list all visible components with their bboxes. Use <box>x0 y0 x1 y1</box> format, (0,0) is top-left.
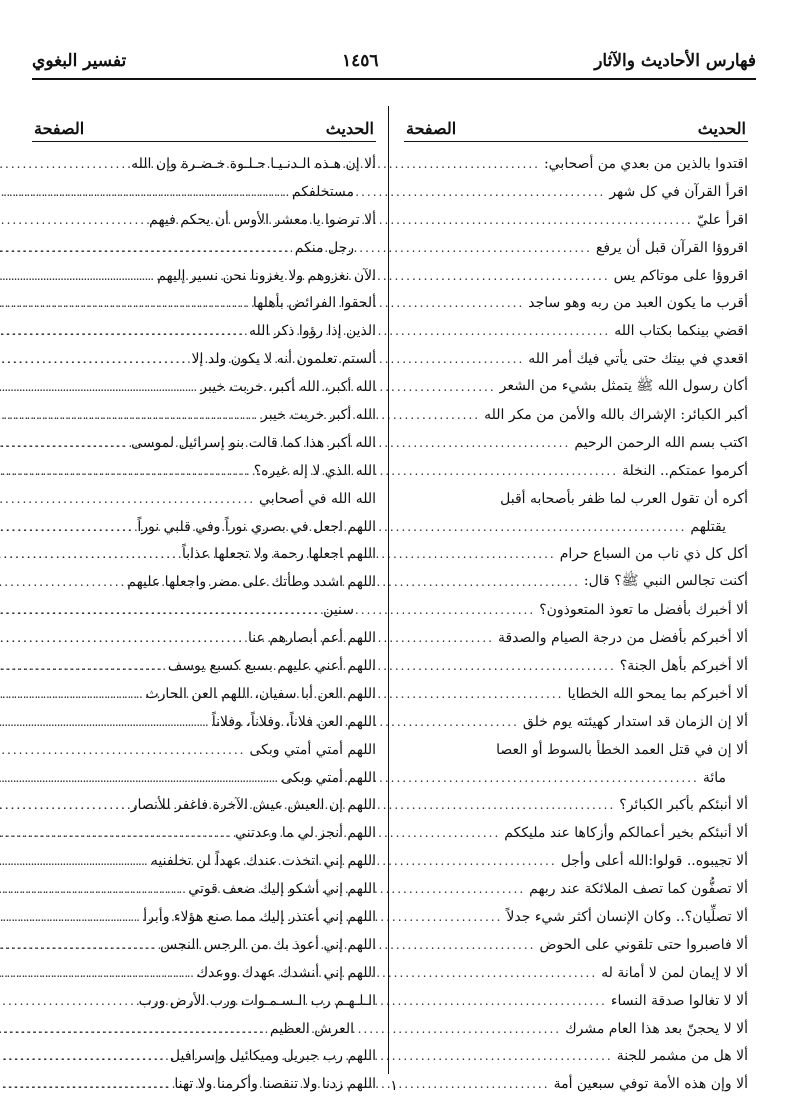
index-entry <box>32 596 376 624</box>
hadith-list <box>404 150 748 1098</box>
hadith-text: ألا أخبرك بأفضل ما تعوذ المتعوذون؟ <box>539 602 748 619</box>
index-entry <box>32 847 376 875</box>
index-entry <box>32 652 376 680</box>
hadith-text: ألا فاصبروا حتى تلقوني على الحوض <box>539 936 748 953</box>
index-entry <box>404 513 748 541</box>
index-entry <box>404 289 748 317</box>
hadith-text: ألا إن هـذه الـدنـيـا حـلـوة خـضـرة وإن الله <box>131 155 376 172</box>
index-entry <box>32 931 376 959</box>
index-entry <box>32 736 376 764</box>
index-entry <box>404 764 748 792</box>
dot-leader <box>0 715 208 729</box>
index-entry <box>32 708 376 736</box>
index-entry <box>404 262 748 290</box>
hadith-text: اللهم إني أشكو إليك ضعف قوتي <box>188 881 376 898</box>
dot-leader <box>0 436 127 450</box>
dot-leader <box>0 631 244 645</box>
hadith-text: اللهم إني أنشدك عهدك ووعدك <box>196 964 376 981</box>
hadith-text: ألا إن في قتل العمد الخطأ بالسوط أو العصا <box>496 741 748 758</box>
hadith-text: ألا لا إيمان لمن لا أمانة له <box>601 964 748 981</box>
index-entry <box>404 345 748 373</box>
hadith-text: اللهم إني اتخذت عندك عهداً لن تخلفنيه <box>150 853 376 870</box>
index-entry <box>32 457 376 485</box>
hadith-text: أكره أن تقول العرب لما ظفر بأصحابه أقبل <box>500 490 748 507</box>
hadith-text: ألا تصفُّون كما تصف الملائكة عند ربهم <box>529 881 748 898</box>
dot-leader <box>0 966 193 980</box>
index-entry <box>404 596 748 624</box>
hadith-text: مائة <box>702 769 726 786</box>
index-entry <box>404 931 748 959</box>
index-entry <box>32 540 376 568</box>
hadith-text: الله الله في أصحابي <box>259 490 376 507</box>
hadith-text: الله أكبر خربت خيبر <box>260 406 376 423</box>
index-entry <box>32 987 376 1015</box>
index-entry <box>32 317 376 345</box>
hadith-column-heading: الحديث <box>697 119 746 138</box>
index-entry <box>404 959 748 987</box>
hadith-text: الله أكبر هذا كما قالت بنو إسرائيل لموسى <box>131 434 376 451</box>
index-entry <box>32 401 376 429</box>
hadith-text: اللهم أمتي وبكى <box>281 769 376 786</box>
column-header <box>32 112 376 142</box>
index-entry <box>404 875 748 903</box>
hadith-text: اللهم إن العيش عيش الآخرة فاغفر للأنصار <box>130 797 376 814</box>
dot-leader <box>0 352 188 366</box>
hadith-text: أكرموا عمتكم.. النخلة <box>622 462 748 479</box>
hadith-text: ألا إن الزمان قد استدار كهيئته يوم خلق <box>522 713 748 730</box>
dot-leader <box>0 296 249 310</box>
hadith-text: اللهم إني أعتذر إليك مما صنع هؤلاء وأبرأ <box>143 908 376 925</box>
index-entry <box>404 680 748 708</box>
index-entry <box>404 178 748 206</box>
dot-leader <box>0 464 250 478</box>
dot-leader <box>0 1049 166 1063</box>
index-entry <box>404 736 748 764</box>
dot-leader <box>0 798 127 812</box>
hadith-text: ألا تصلِّيان؟.. وكان الإنسان أكثر شيء جدلاً <box>506 908 748 925</box>
dot-leader <box>0 603 319 617</box>
hadith-text: أكبر الكبائر: الإشراك بالله والأمن من مكر الله <box>484 406 748 423</box>
footer-mark: ١ <box>390 1078 398 1094</box>
index-entry <box>404 1043 748 1071</box>
hadith-text: أكنت تجالس النبي ﷺ؟ قال: <box>583 573 748 590</box>
page-column-heading: الصفحة <box>406 119 457 138</box>
dot-leader <box>0 185 288 199</box>
dot-leader <box>0 492 255 506</box>
index-entry <box>32 624 376 652</box>
index-entry <box>32 875 376 903</box>
dot-leader <box>0 408 257 422</box>
hadith-text: اللهم إني أعوذ بك من الرجس النجس <box>160 936 376 953</box>
index-entry <box>404 317 748 345</box>
hadith-text: اللهم العن أبا سفيان، اللهم العن الحارث <box>145 685 376 702</box>
dot-leader <box>0 743 245 757</box>
hadith-text: العرش العظيم <box>269 1020 354 1037</box>
index-entry <box>404 206 748 234</box>
index-entry <box>32 791 376 819</box>
dot-leader <box>0 324 245 338</box>
index-entry <box>32 206 376 234</box>
index-column-right <box>404 112 748 1098</box>
header-book-title: تفسير البغوي <box>32 51 127 71</box>
index-entry <box>32 373 376 401</box>
dot-leader <box>0 380 196 394</box>
hadith-text: يقتلهم <box>690 518 726 535</box>
hadith-text: اللهم أعم أبصارهم عنا <box>248 630 376 647</box>
dot-leader <box>0 269 153 283</box>
hadith-text: ألا لا يحجنّ بعد هذا العام مشرك <box>565 1020 748 1037</box>
hadith-column-heading: الحديث <box>325 119 374 138</box>
hadith-text: اللهم العن فلاناً، وفلاناً، وفلاناً <box>211 713 376 730</box>
hadith-text: الذين إذا رؤوا ذكر الله <box>249 323 376 340</box>
index-column-left <box>32 112 376 1098</box>
dot-leader <box>0 547 178 561</box>
page-header <box>32 44 756 80</box>
hadith-text: اللهم اشدد وطأتك على مضر واجعلها عليهم <box>127 574 376 591</box>
column-header <box>404 112 748 142</box>
hadith-text: ألا لا تغالوا صدقة النساء <box>610 992 748 1009</box>
header-section-title: فهارس الأحاديث والآثار <box>594 51 756 71</box>
hadith-text: ألا ترضوا يا معشر الأوس أن يحكم فيهم <box>149 211 376 228</box>
hadith-text: ألا هل من مشمر للجنة <box>616 1048 748 1065</box>
index-entry <box>32 262 376 290</box>
index-entry <box>404 847 748 875</box>
index-entry <box>404 624 748 652</box>
hadith-text: ألا أنبئكم بأكبر الكبائر؟ <box>619 797 748 814</box>
index-entry <box>32 178 376 206</box>
index-entry <box>404 540 748 568</box>
hadith-text: اقرأ القرآن في كل شهر <box>609 183 748 200</box>
hadith-text: اللهم اجعلها رحمة ولا تجعلها عذاباً <box>181 546 376 563</box>
hadith-text: ألحقوا الفرائض بأهلها <box>252 295 376 312</box>
index-entry <box>404 234 748 262</box>
index-entry <box>32 764 376 792</box>
page-column-heading: الصفحة <box>34 119 85 138</box>
hadith-text: ألا أخبركم بأهل الجنة؟ <box>619 657 748 674</box>
hadith-text: أكل كل ذي ناب من السباع حرام <box>559 546 748 563</box>
hadith-text: اقروؤا على موتاكم يس <box>613 267 748 284</box>
dot-leader <box>0 659 164 673</box>
hadith-text: سنين <box>323 602 354 619</box>
dot-leader <box>0 687 141 701</box>
index-entry <box>404 791 748 819</box>
index-entry <box>404 373 748 401</box>
index-entry <box>32 485 376 513</box>
index-entry <box>32 429 376 457</box>
hadith-text: اقروؤا القرآن قبل أن يرفع <box>595 239 748 256</box>
hadith-text: اقعدي في بيتك حتى يأتي فيك أمر الله <box>528 351 748 368</box>
index-entry <box>404 1015 748 1043</box>
index-entry <box>404 903 748 931</box>
hadith-text: ألا أخبركم بأفضل من درجة الصيام والصدقة <box>497 630 748 647</box>
hadith-text: أقرب ما يكون العبد من ربه وهو ساجد <box>528 295 748 312</box>
dot-leader <box>0 241 291 255</box>
header-page-number: ١٤٥٦ <box>341 51 379 71</box>
index-entry <box>32 568 376 596</box>
hadith-text: ألا أخبركم بما يمحو الله الخطايا <box>567 685 748 702</box>
index-entry <box>404 819 748 847</box>
hadith-text: الله أكبر، الله أكبر، خربت خيبر <box>200 379 376 396</box>
index-entry <box>32 1043 376 1071</box>
index-entry <box>404 652 748 680</box>
index-entry <box>404 708 748 736</box>
index-entry <box>404 150 748 178</box>
index-entry <box>32 680 376 708</box>
dot-leader <box>0 854 147 868</box>
index-entry <box>404 401 748 429</box>
hadith-text: ألستم تعلمون أنه لا يكون ولد إلا <box>191 351 376 368</box>
index-entry <box>32 234 376 262</box>
index-entry <box>32 819 376 847</box>
hadith-text: ألا وإن هذه الأمة توفي سبعين أمة <box>553 1076 748 1093</box>
index-entry <box>404 485 748 513</box>
index-entry <box>404 987 748 1015</box>
hadith-text: الـلـهـم رب الـسـمـوات ورب الأرض ورب <box>138 992 376 1009</box>
index-entry <box>404 568 748 596</box>
dot-leader <box>0 826 231 840</box>
index-entry <box>32 150 376 178</box>
index-entry <box>32 1015 376 1043</box>
dot-leader <box>0 938 156 952</box>
hadith-text: اقضي بينكما بكتاب الله <box>614 323 748 340</box>
index-entry <box>32 959 376 987</box>
hadith-text: اللهم أنجز لي ما وعدتني <box>235 825 376 842</box>
index-entry <box>404 429 748 457</box>
index-entry <box>404 457 748 485</box>
hadith-text: الآن نغزوهم ولا يغزونا نحن نسير إليهم <box>157 267 376 284</box>
hadith-text: أكان رسول الله ﷺ يتمثل بشيء من الشعر <box>499 378 748 395</box>
hadith-text: ألا تجيبوه.. قولوا:الله أعلى وأجل <box>560 853 748 870</box>
dot-leader <box>0 771 277 785</box>
dot-leader <box>0 1022 266 1036</box>
hadith-text: مستخلفكم <box>291 183 354 200</box>
hadith-text: الله الذي لا إله غيره؟ <box>253 462 376 479</box>
hadith-text: ألا أنبئكم بخير أعمالكم وأزكاها عند مليككم <box>504 825 748 842</box>
dot-leader <box>0 520 133 534</box>
index-entry <box>32 513 376 541</box>
hadith-text: اكتب بسم الله الرحمن الرحيم <box>574 434 748 451</box>
hadith-text: اللهم زدنا ولا تنقصنا وأكرمنا ولا تهنا <box>174 1076 376 1093</box>
index-entry <box>32 289 376 317</box>
hadith-text: اللهم أمتي أمتي وبكى <box>249 741 376 758</box>
dot-leader <box>0 882 184 896</box>
hadith-text: اقتدوا بالذين من بعدي من أصحابي: <box>543 155 748 172</box>
hadith-text: اللهم اجعل في بصري نوراً وفي قلبي نوراً <box>137 518 376 535</box>
index-entry <box>32 903 376 931</box>
dot-leader <box>0 910 139 924</box>
hadith-text: اللهم رب جبريل وميكائيل وإسرافيل <box>169 1048 376 1065</box>
hadith-text: اللهم أعني عليهم بسبع كسبع يوسف <box>167 657 376 674</box>
index-entry <box>32 345 376 373</box>
hadith-list <box>32 150 376 1098</box>
column-divider <box>388 106 389 1074</box>
hadith-text: اقرأ عليّ <box>696 211 748 228</box>
hadith-text: رجل منكم <box>294 239 354 256</box>
